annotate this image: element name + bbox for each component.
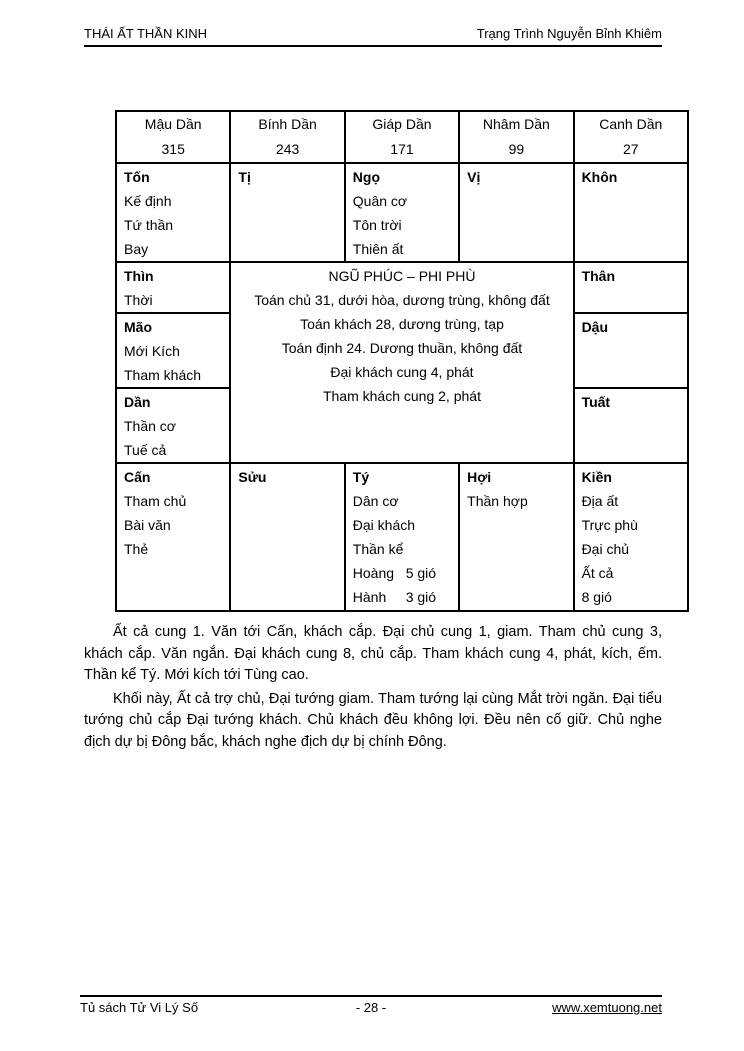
cell-mao [116,313,230,388]
branch-name: Tị [238,169,251,185]
year-row [116,111,688,163]
cell-line: Thời [124,292,153,308]
cell-ton [116,163,230,262]
cell-vi [459,163,573,262]
footer-series-title: Tủ sách Tử Vi Lý Số [80,1000,199,1015]
middle-row-1 [116,262,688,313]
cell-line: Hành 3 gió [352,589,437,605]
branch-name: Tý [352,469,370,485]
paragraph-2: Khối này, Ất cả trợ chủ, Đại tướng giam. Tham tướng lại cùng Mắt trời ngăn. Đại tiểu tướng chủ cắp Đại tướng khách. Chủ khách đều không lợi. Đều nên cố giữ. Chủ nghe địch dự bị Đông bắc, khách nghe địch dự bị chính Đông. [84,690,662,750]
page-header [84,26,662,47]
paragraph-1: Ất cả cung 1. Văn tới Cấn, khách cắp. Đại chủ cung 1, giam. Tham chủ cung 3, khách cắp. Văn ngắn. Đại khách cung 8, chủ cắp. Tham khách cung 4, phát, kích, ếm. Thần kể Tý. Mới kích tới Tùng cao. [84,624,662,683]
cell-line: Địa ất [581,493,619,509]
cell-line: Bay [124,241,149,257]
cell-thin [116,262,230,313]
cell-than [574,262,688,313]
center-lines [238,288,565,408]
footer-website-link[interactable]: www.xemtuong.net [552,1000,662,1015]
south-row [116,163,688,262]
cell-line: Bài văn [124,517,171,533]
cell-lines [353,189,451,261]
center-title: NGŨ PHÚC – PHI PHÙ [328,268,476,284]
branch-name: Tốn [124,169,150,185]
branch-name: Khôn [581,169,618,185]
cell-lines [582,489,680,609]
cell-lines [353,489,451,609]
cell-tuat [574,388,688,463]
cell-dau [574,313,688,388]
branch-name: Thân [581,268,616,284]
year-cell-canh-dan [574,111,688,163]
cell-lines [124,189,222,261]
cell-line: Tham chủ [124,493,187,509]
year-cell-mau-dan [116,111,230,163]
cell-kien [574,463,688,611]
cell-line: Quân cơ [352,193,408,209]
cell-line: Đại chủ [581,541,630,557]
cell-line: Tứ thần [124,217,174,233]
cell-line: Toán chủ 31, dưới hòa, dương trùng, không đất [254,292,550,308]
year-name: Canh Dần [599,116,663,132]
cell-lines [124,414,222,462]
cell-khon [574,163,688,262]
year-name: Bính Dần [258,116,317,132]
branch-name: Vị [467,169,481,185]
year-value: 315 [161,141,185,157]
book-title: THÁI ẤT THẦN KINH [84,26,208,41]
north-row [116,463,688,611]
cell-line: Dân cơ [352,493,399,509]
year-cell-giap-dan [345,111,459,163]
cell-line: Ất cả [581,565,614,581]
cell-ty [345,463,459,611]
cell-line: Đại khách [352,517,416,533]
cell-line: Hoàng 5 gió [352,565,437,581]
branch-name: Kiền [581,469,612,485]
year-name: Nhâm Dần [482,116,550,132]
cell-lines [124,489,222,561]
cell-line: 8 gió [581,589,612,605]
year-cell-nham-dan [459,111,573,163]
footer-page-number: - 28 - [355,1000,387,1015]
cell-line: Tham khách [124,367,202,383]
year-cell-binh-dan [230,111,344,163]
cell-line: Thần kể [352,541,404,557]
cell-line: Đại khách cung 4, phát [330,364,474,380]
cell-line: Toán định 24. Dương thuần, không đất [281,340,523,356]
year-value: 27 [622,141,639,157]
cell-line: Thiên ất [352,241,404,257]
cell-line: Tham khách cung 2, phát [322,388,481,404]
branch-name: Dần [124,394,151,410]
branch-name: Tuất [581,394,611,410]
year-value: 99 [508,141,525,157]
cell-lines [124,339,222,387]
thai-at-chart-table [115,110,689,612]
cell-ti [230,163,344,262]
cell-lines [467,489,565,513]
cell-line: Thần hợp [467,493,528,509]
page-footer [80,995,662,1016]
cell-can [116,463,230,611]
cell-line: Thẻ [124,541,149,557]
cell-line: Tuế cả [124,442,167,458]
center-panel [230,262,573,463]
branch-name: Mão [124,319,152,335]
branch-name: Dậu [581,319,609,335]
branch-name: Thìn [124,268,154,284]
cell-hoi [459,463,573,611]
body-text [84,622,662,755]
year-value: 243 [275,141,300,157]
year-name: Mậu Dần [144,116,202,132]
cell-suu [230,463,344,611]
branch-name: Cấn [124,469,151,485]
year-value: 171 [390,141,414,157]
cell-line: Kế định [124,193,172,209]
branch-name: Hợi [467,469,492,485]
cell-ngo [345,163,459,262]
branch-name: Ngọ [352,169,380,185]
author-name: Trạng Trình Nguyễn Bỉnh Khiêm [476,26,662,41]
cell-line: Trực phù [581,517,638,533]
year-name: Giáp Dần [372,116,432,132]
cell-line: Toán khách 28, dương trùng, tạp [300,316,504,332]
cell-dan [116,388,230,463]
cell-lines [124,288,222,312]
branch-name: Sửu [238,469,267,485]
cell-line: Mới Kích [124,343,180,359]
cell-line: Thần cơ [124,418,176,434]
cell-line: Tôn trời [352,217,402,233]
